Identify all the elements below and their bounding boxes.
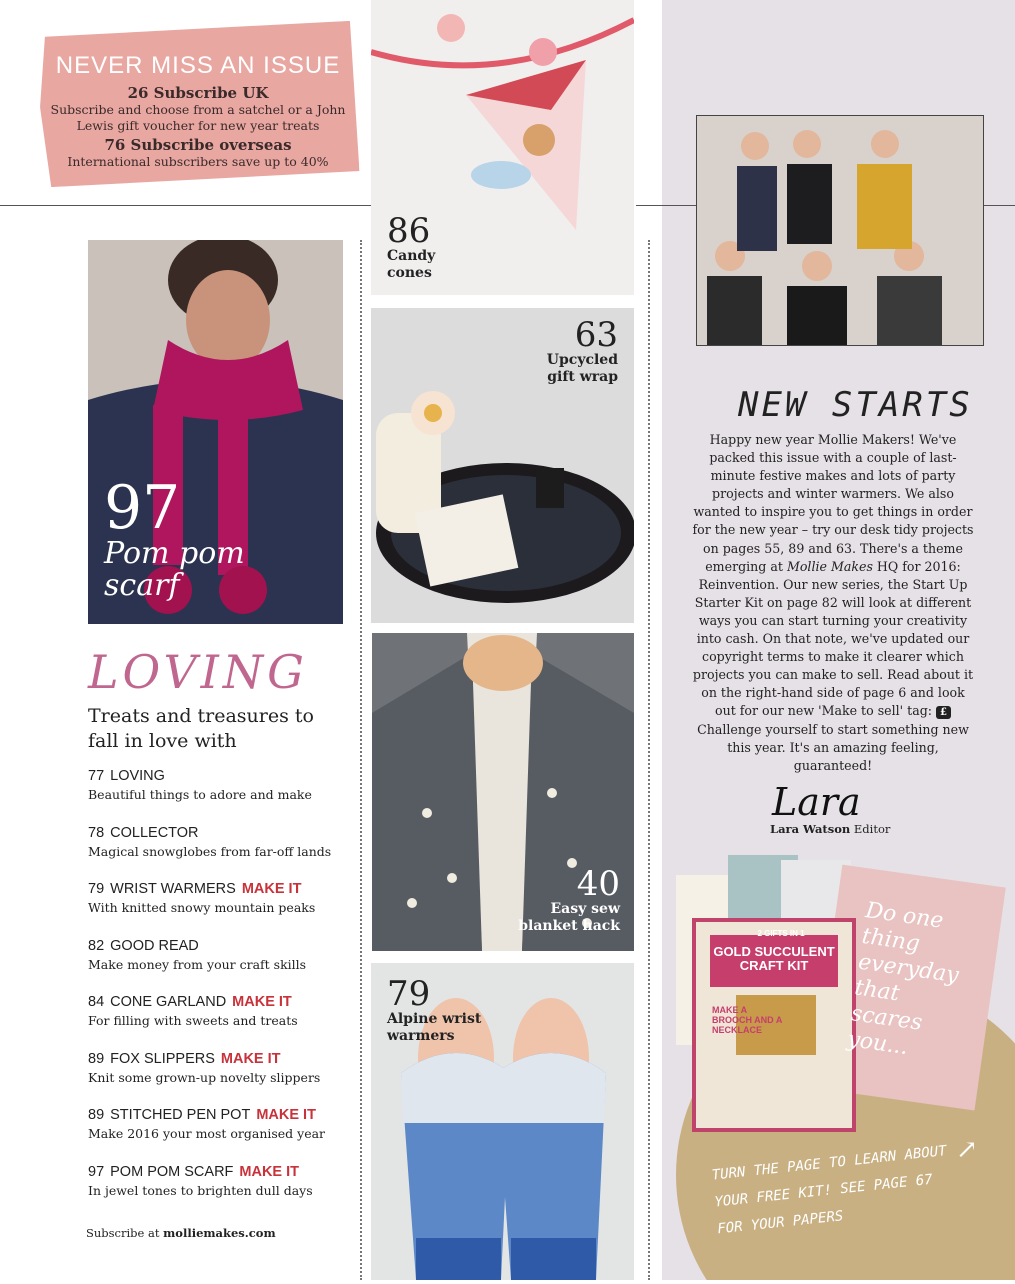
gift-wrap-title: Upcycled gift wrap [546,352,618,385]
contents-item-title: LOVING [110,768,165,784]
contents-item-page: 97 [88,1163,105,1180]
team-photo [696,115,984,346]
contents-item[interactable] [88,1107,358,1164]
subscribe-overseas-text: International subscribers save up to 40% [67,154,329,169]
contents-item-page: 79 [88,881,105,897]
kit-badge: 2 GIFTS IN 1 [757,929,805,938]
wrist-warmers-number: 79 [387,974,431,1014]
contents-item-description: Make 2016 your most organised year [88,1126,326,1141]
contents-item-title: FOX SLIPPERS [110,1050,215,1067]
contents-item-title: POM POM SCARF [110,1163,234,1180]
subscribe-link[interactable]: molliemakes.com [163,1226,276,1240]
subscribe-footer [86,1226,276,1240]
contents-item-page: 78 [88,824,105,841]
editor-body-3: Challenge yourself to start something new this year. It's an amazing feeling, guaranteed! [697,721,969,773]
dotted-divider-right [648,240,650,1280]
contents-item-page: 82 [88,937,105,954]
contents-item-page: 77 [88,768,105,784]
contents-item-heading [88,768,358,784]
contents-item-heading [88,881,358,897]
contents-item-description: Beautiful things to adore and make [88,787,312,802]
candy-cones-photo[interactable] [371,0,634,295]
kit-card-text: Do one thing everyday that scares you... [845,898,961,1061]
blanket-hack-caption [515,864,620,935]
loving-intro: Treats and treasures to fall in love with [88,705,314,752]
contents-item[interactable] [88,825,358,882]
contents-item-heading [88,1164,358,1180]
gift-wrap-caption [543,315,618,386]
contents-item-description: Make money from your craft skills [88,956,307,972]
pom-pom-scarf-number: 97 [104,473,181,543]
make-it-tag: MAKE IT [241,881,302,897]
editor-name: Lara Watson [770,822,851,836]
contents-item[interactable] [88,938,358,995]
contents-item-description: With knitted snowy mountain peaks [88,900,316,915]
editor-heading: NEW STARTS [738,385,973,425]
editor-role: Editor [850,822,891,836]
contents-item-title: STITCHED PEN POT [110,1107,251,1123]
contents-item-description: In jewel tones to brighten dull days [88,1182,313,1198]
candy-cones-number: 86 [387,211,431,251]
wrist-warmers-caption [387,974,487,1045]
gift-wrap-photo[interactable] [371,308,634,623]
pom-pom-scarf-caption [104,473,254,603]
contents-item-heading [88,825,358,841]
make-it-tag: MAKE IT [239,1163,300,1180]
free-kit-promo[interactable] [676,855,1015,1280]
loving-heading: LOVING [88,645,308,699]
subscribe-uk-text: Subscribe and choose from a satchel or a John Lewis gift voucher for new year treats [50,102,346,133]
editor-body-1: Happy new year Mollie Makers! We've packed this issue with a couple of last-minute festive makes and lots of party projects and winter warmers. We also wanted to inspire you to get things in order for the new year – try our desk tidy projects on pages 55, 89 and 63. There's a theme emerging at [692,432,974,574]
banner-title: NEVER MISS AN ISSUE [55,52,341,79]
editor-body-italic: Mollie Makes [786,558,873,574]
make-it-tag: MAKE IT [232,994,292,1010]
subscribe-prefix: Subscribe at [86,1226,164,1240]
candy-cones-title: Candy cones [387,248,436,281]
contents-item-title: CONE GARLAND [110,994,227,1010]
gift-wrap-number: 63 [574,315,618,355]
team-image [697,116,983,345]
editor-letter [692,431,974,775]
contents-item-heading [88,1107,358,1123]
contents-item[interactable] [88,881,358,938]
make-to-sell-tag-icon: £ [936,706,951,719]
contents-item-page: 89 [88,1050,105,1067]
editor-credit [770,822,890,836]
contents-item-heading [88,1051,358,1067]
contents-item-title: WRIST WARMERS [110,881,236,897]
contents-item-title: COLLECTOR [110,824,199,841]
subscribe-banner[interactable] [48,52,348,170]
subscribe-overseas-heading[interactable]: 76 Subscribe overseas [104,136,292,154]
contents-item-heading [88,994,358,1010]
kit-title: GOLD SUCCULENT CRAFT KIT [713,944,835,973]
contents-item-page: 89 [88,1107,105,1123]
contents-item-description: Knit some grown-up novelty slippers [88,1069,321,1085]
wrist-warmers-photo[interactable] [371,963,634,1280]
kit-subtitle: MAKE A BROOCH AND A NECKLACE [712,1005,782,1035]
make-it-tag: MAKE IT [256,1107,316,1123]
pom-pom-scarf-photo[interactable] [88,240,343,624]
contents-list [88,768,358,1220]
contents-item[interactable] [88,1164,358,1221]
wrist-warmers-title: Alpine wrist warmers [387,1011,482,1044]
top-rule-left [0,205,372,206]
contents-item-page: 84 [88,994,105,1010]
editor-body-2: HQ for 2016: Reinvention. Our new series, the Start Up Starter Kit on page 82 will look at different ways you can start turning your creativity into cash. On that note, we've updated our copyright terms to make it clearer which projects you can make to sell. Read about it on the right-hand side of page 6 and look out for our new 'Make to sell' tag: [692,558,974,719]
editor-signature: Lara [772,780,861,824]
curved-arrow-icon: ↗ [956,1135,978,1165]
candy-cones-caption [387,211,447,282]
kit-promo-text[interactable]: TURN THE PAGE TO LEARN ABOUT YOUR FREE KIT! SEE PAGE 67 FOR YOUR PAPERS [710,1143,948,1238]
dotted-divider-left [360,240,362,1280]
make-it-tag: MAKE IT [220,1050,281,1067]
contents-item-heading [88,938,358,954]
contents-item[interactable] [88,768,358,825]
contents-item[interactable] [88,1051,358,1108]
contents-item-description: For filling with sweets and treats [88,1013,298,1028]
blanket-hack-title: Easy sew blanket hack [518,901,620,934]
subscribe-uk-heading[interactable]: 26 Subscribe UK [127,84,269,102]
pom-pom-scarf-title: Pom pom scarf [104,536,245,603]
blanket-hack-number: 40 [576,864,620,904]
contents-item[interactable] [88,994,358,1051]
contents-item-title: GOOD READ [110,937,199,954]
contents-item-description: Magical snowglobes from far-off lands [88,843,332,859]
blanket-hack-photo[interactable] [372,633,634,951]
